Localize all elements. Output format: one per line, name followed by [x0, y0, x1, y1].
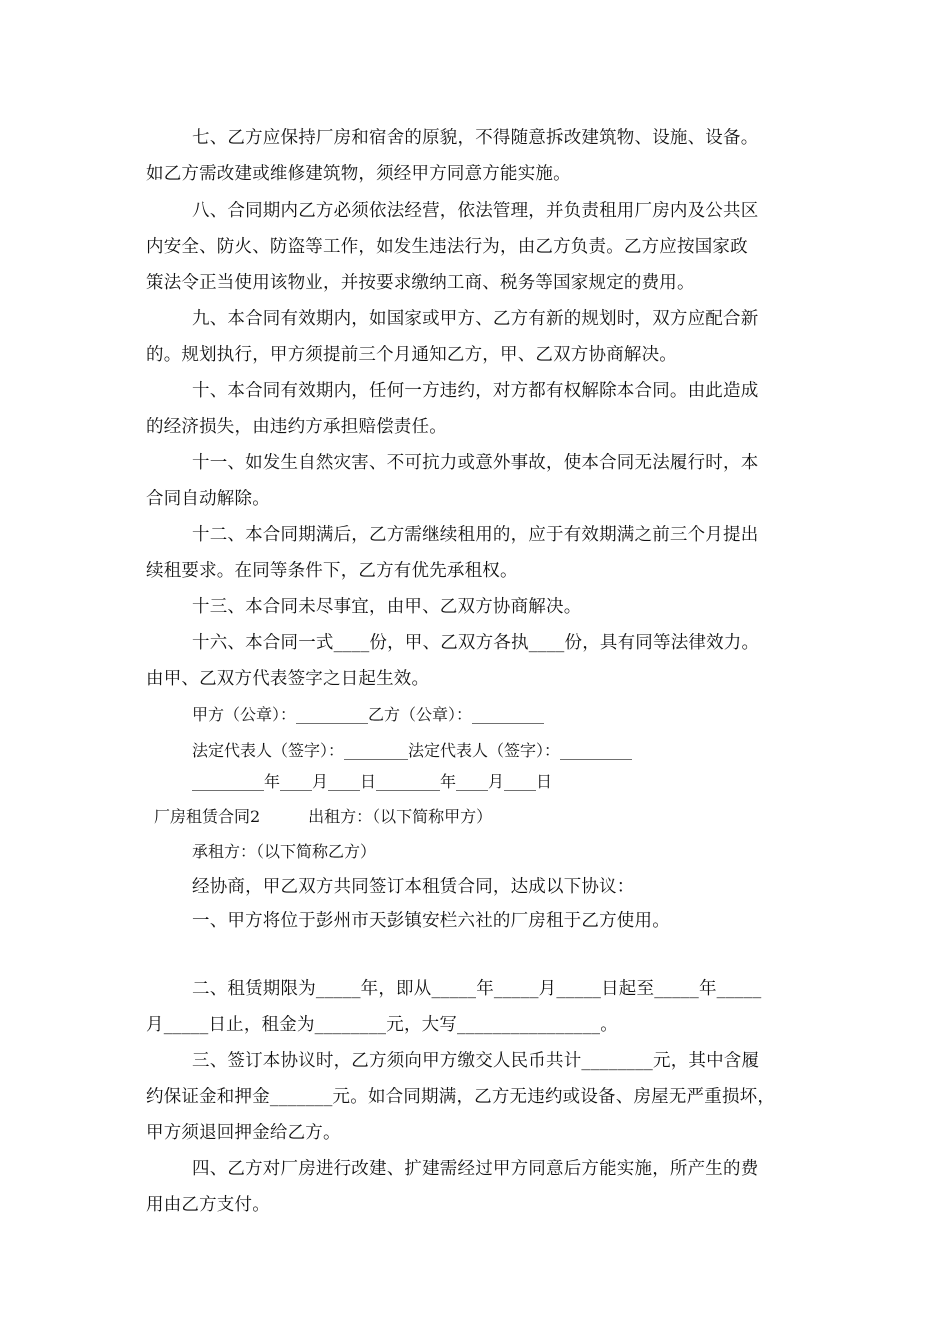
article-1-line-1: 一、甲方将位于彭州市天彭镇安栏六社的厂房租于乙方使用。 — [192, 911, 670, 931]
date-line: _________年____月____日________年____月____日 — [192, 772, 553, 791]
article-2-line-2: 月_____日止，租金为________元，大写________________。 — [146, 1015, 618, 1035]
article-3-line-2: 约保证金和押金_______元。如合同期满，乙方无违约或设备、房屋无严重损坏， — [146, 1087, 776, 1107]
clause-11-line-2: 合同自动解除。 — [146, 489, 270, 509]
clause-11-line-1: 十一、如发生自然灾害、不可抗力或意外事故，使本合同无法履行时，本 — [192, 453, 759, 473]
representative-signature-line: 法定代表人（签字）：________法定代表人（签字）：_________ — [192, 741, 633, 760]
clause-9-line-2: 的。规划执行，甲方须提前三个月通知乙方，甲、乙双方协商解决。 — [146, 345, 677, 365]
clause-13-line-1: 十三、本合同未尽事宜，由甲、乙双方协商解决。 — [192, 597, 582, 617]
article-4-line-1: 四、乙方对厂房进行改建、扩建需经过甲方同意后方能实施，所产生的费 — [192, 1159, 759, 1179]
lessee-line: 承租方：（以下简称乙方） — [192, 842, 377, 861]
clause-12-line-1: 十二、本合同期满后，乙方需继续租用的，应于有效期满之前三个月提出 — [192, 525, 759, 545]
clause-16-line-1: 十六、本合同一式____份，甲、乙双方各执____份，具有同等法律效力。 — [192, 633, 760, 653]
clause-8-line-2: 内安全、防火、防盗等工作，如发生违法行为，由乙方负责。乙方应按国家政 — [146, 237, 748, 257]
article-2-line-1: 二、租赁期限为_____年，即从_____年_____月_____日起至_____年_____ — [192, 979, 762, 999]
article-3-line-1: 三、签订本协议时，乙方须向甲方缴交人民币共计________元，其中含履 — [192, 1051, 760, 1071]
article-3-line-3: 甲方须退回押金给乙方。 — [146, 1123, 341, 1143]
agreement-intro: 经协商，甲乙双方共同签订本租赁合同，达成以下协议： — [192, 877, 635, 897]
clause-10-line-2: 的经济损失，由违约方承担赔偿责任。 — [146, 417, 447, 437]
clause-7-line-2: 如乙方需改建或维修建筑物，须经甲方同意方能实施。 — [146, 164, 571, 184]
clause-8-line-3: 策法令正当使用该物业，并按要求缴纳工商、税务等国家规定的费用。 — [146, 273, 695, 293]
clause-8-line-1: 八、合同期内乙方必须依法经营，依法管理，并负责租用厂房内及公共区 — [192, 201, 759, 221]
article-4-line-2: 用由乙方支付。 — [146, 1195, 270, 1215]
clause-12-line-2: 续租要求。在同等条件下，乙方有优先承租权。 — [146, 561, 518, 581]
clause-7-line-1: 七、乙方应保持厂房和宿舍的原貌，不得随意拆改建筑物、设施、设备。 — [192, 128, 759, 148]
clause-10-line-1: 十、本合同有效期内，任何一方违约，对方都有权解除本合同。由此造成 — [192, 381, 759, 401]
clause-16-line-2: 由甲、乙双方代表签字之日起生效。 — [146, 669, 430, 689]
contract-2-heading: 厂房租赁合同2 出租方：（以下简称甲方） — [154, 807, 493, 826]
clause-9-line-1: 九、本合同有效期内，如国家或甲方、乙方有新的规划时，双方应配合新 — [192, 309, 759, 329]
seal-line: 甲方（公章）：_________乙方（公章）：_________ — [192, 705, 545, 724]
